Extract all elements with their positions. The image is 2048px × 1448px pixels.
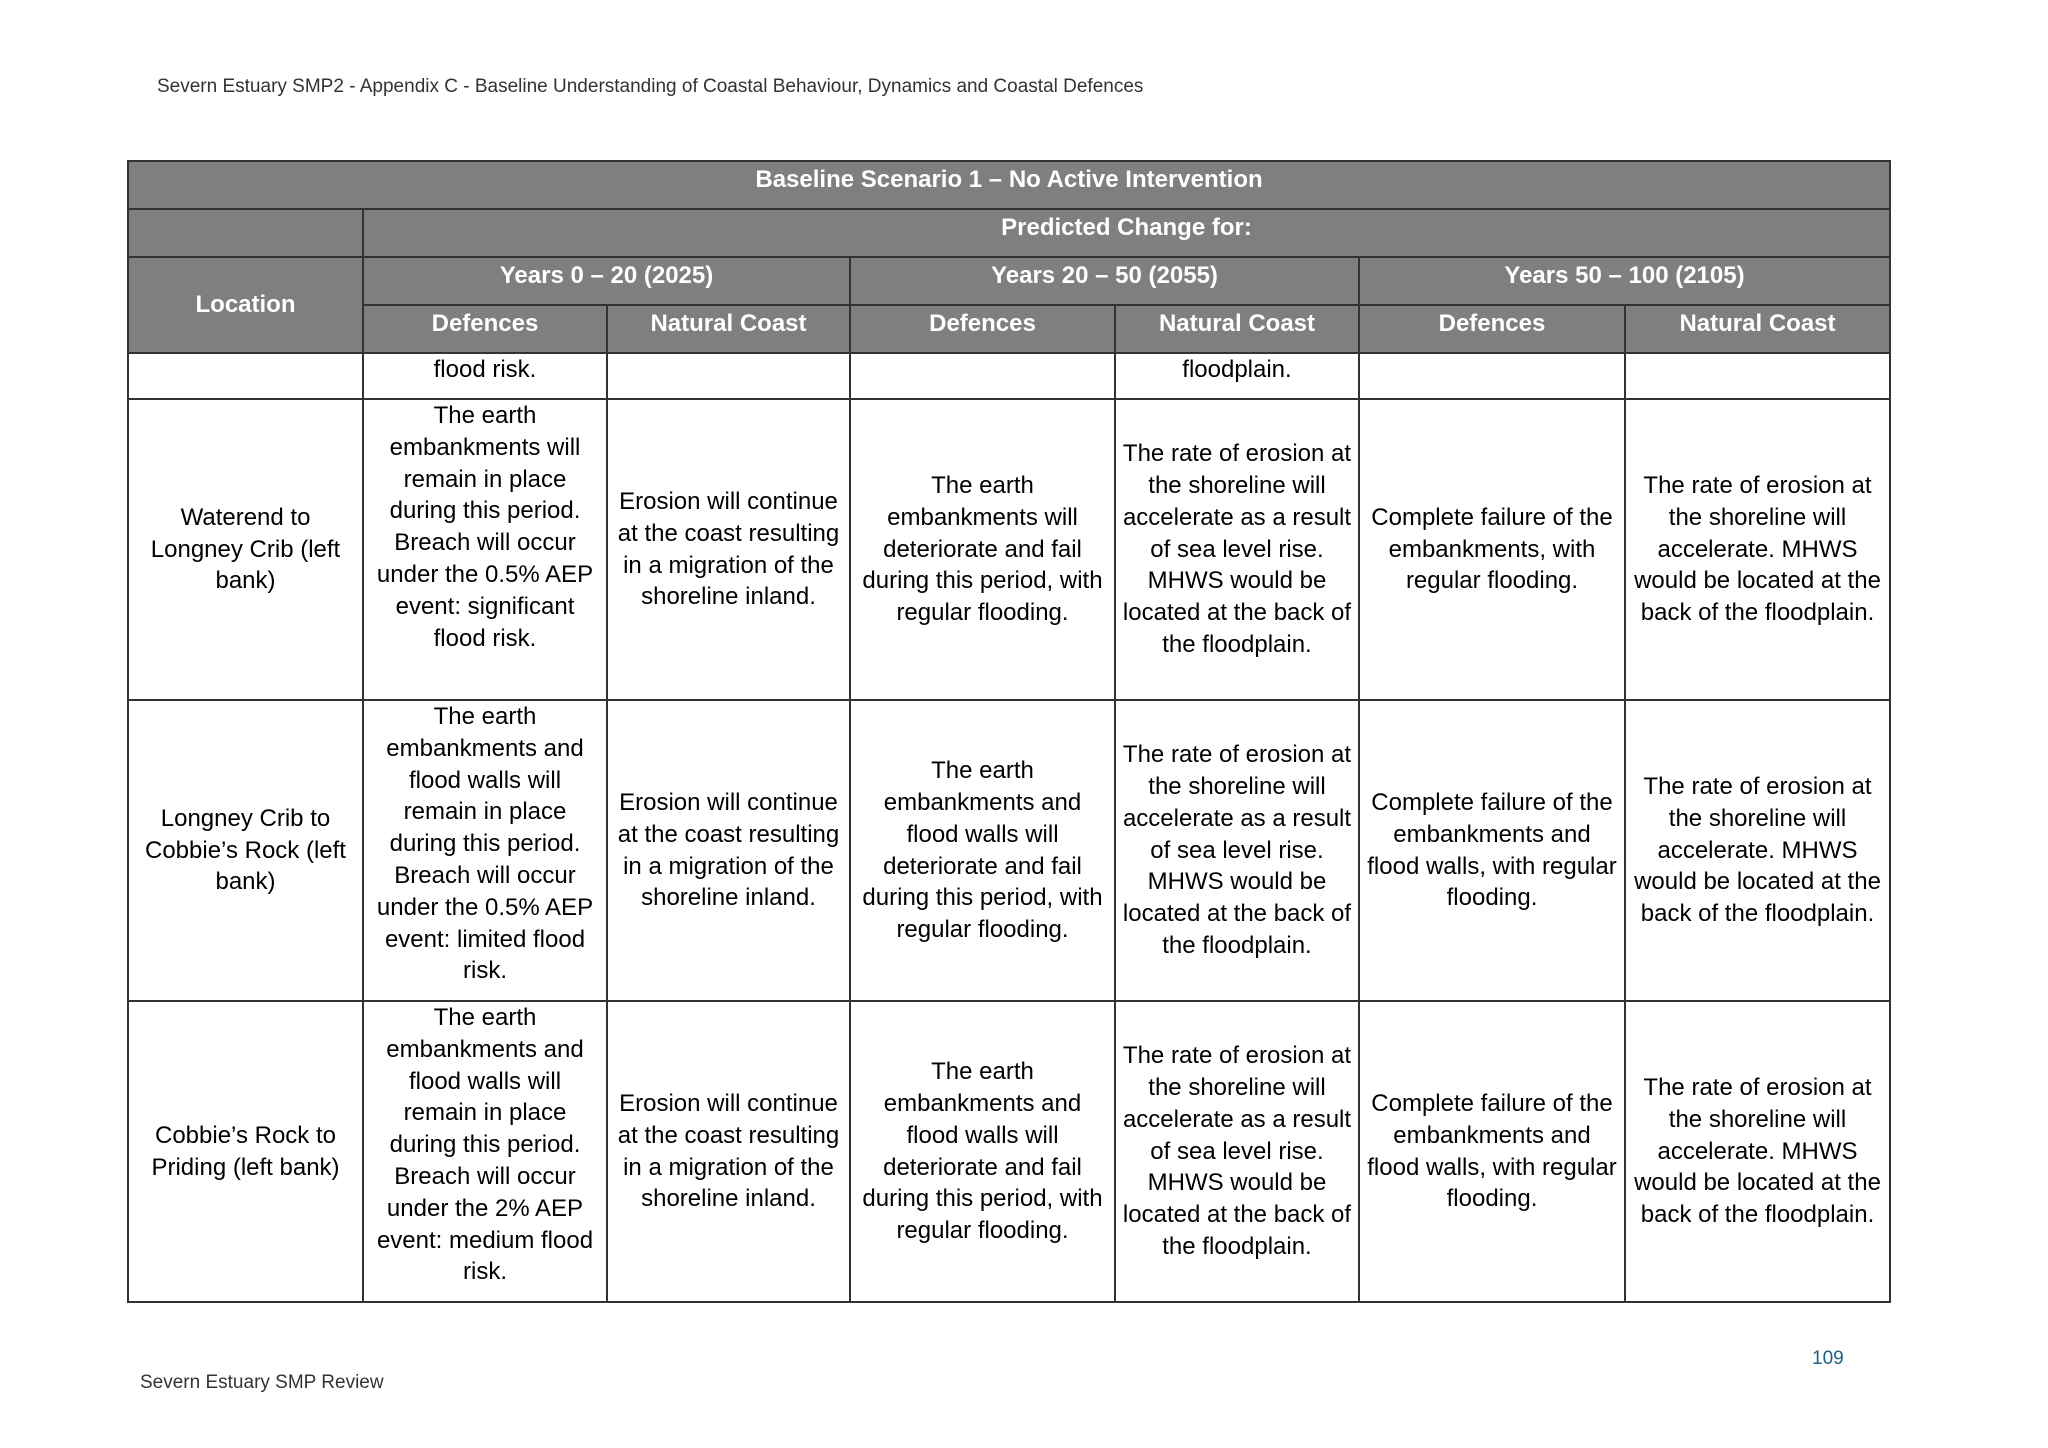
- table-cell: [1625, 353, 1890, 399]
- table-cell: The rate of erosion at the shoreline will accelerate as a result of sea level rise. MHWS would be located at the back of the floodplain.: [1115, 1001, 1359, 1302]
- continuation-row: [128, 353, 1890, 399]
- table-cell: [128, 353, 363, 399]
- defences-header: Defences: [1359, 305, 1625, 353]
- natural-coast-header: Natural Coast: [607, 305, 850, 353]
- defences-header: Defences: [363, 305, 607, 353]
- table-cell: The earth embankments and flood walls will remain in place during this period. Breach will occur under the 2% AEP event: medium flood risk.: [363, 1001, 607, 1302]
- table-cell: [607, 353, 850, 399]
- baseline-scenario-table: [127, 160, 1891, 1303]
- table-cell: The rate of erosion at the shoreline will accelerate. MHWS would be located at the back of the floodplain.: [1625, 399, 1890, 700]
- table-cell: The rate of erosion at the shoreline will accelerate. MHWS would be located at the back of the floodplain.: [1625, 700, 1890, 1001]
- defences-header: Defences: [850, 305, 1115, 353]
- table-cell: Complete failure of the embankments, with regular flooding.: [1359, 399, 1625, 700]
- table-row: [128, 1001, 1890, 1302]
- table-cell: The earth embankments and flood walls will deteriorate and fail during this period, with regular flooding.: [850, 700, 1115, 1001]
- natural-coast-header: Natural Coast: [1115, 305, 1359, 353]
- table-row: [128, 399, 1890, 700]
- location-cell: Waterend to Longney Crib (left bank): [128, 399, 363, 700]
- predicted-change-header: Predicted Change for:: [363, 209, 1890, 257]
- table-cell: Complete failure of the embankments and flood walls, with regular flooding.: [1359, 1001, 1625, 1302]
- table-cell: The rate of erosion at the shoreline will accelerate as a result of sea level rise. MHWS would be located at the back of the floodplain.: [1115, 399, 1359, 700]
- table-cell: Complete failure of the embankments and flood walls, with regular flooding.: [1359, 700, 1625, 1001]
- table-title: Baseline Scenario 1 – No Active Intervention: [128, 161, 1890, 209]
- page-number: 109: [1812, 1348, 1844, 1369]
- location-cell: Cobbie’s Rock to Priding (left bank): [128, 1001, 363, 1302]
- location-cell: Longney Crib to Cobbie’s Rock (left bank): [128, 700, 363, 1001]
- table-cell: floodplain.: [1115, 353, 1359, 399]
- table-cell: The earth embankments and flood walls will remain in place during this period. Breach will occur under the 0.5% AEP event: limited flood risk.: [363, 700, 607, 1001]
- table-cell: flood risk.: [363, 353, 607, 399]
- table-cell: Erosion will continue at the coast resulting in a migration of the shoreline inland.: [607, 700, 850, 1001]
- table-cell: The earth embankments will deteriorate and fail during this period, with regular flooding.: [850, 399, 1115, 700]
- epoch-header: Years 50 – 100 (2105): [1359, 257, 1890, 305]
- epoch-header: Years 20 – 50 (2055): [850, 257, 1359, 305]
- table-row: [128, 700, 1890, 1001]
- table-cell: The rate of erosion at the shoreline will accelerate as a result of sea level rise. MHWS would be located at the back of the floodplain.: [1115, 700, 1359, 1001]
- table-cell: The earth embankments and flood walls will deteriorate and fail during this period, with regular flooding.: [850, 1001, 1115, 1302]
- epoch-header: Years 0 – 20 (2025): [363, 257, 850, 305]
- table-cell: [1359, 353, 1625, 399]
- table-cell: The rate of erosion at the shoreline will accelerate. MHWS would be located at the back of the floodplain.: [1625, 1001, 1890, 1302]
- natural-coast-header: Natural Coast: [1625, 305, 1890, 353]
- table-cell: Erosion will continue at the coast resulting in a migration of the shoreline inland.: [607, 399, 850, 700]
- location-header: Location: [128, 257, 363, 353]
- blank-header-cell: [128, 209, 363, 257]
- running-footer: Severn Estuary SMP Review: [140, 1372, 384, 1393]
- table-cell: Erosion will continue at the coast resulting in a migration of the shoreline inland.: [607, 1001, 850, 1302]
- table-cell: [850, 353, 1115, 399]
- running-header: Severn Estuary SMP2 - Appendix C - Baseline Understanding of Coastal Behaviour, Dynamics and Coastal Defences: [157, 76, 1144, 97]
- table-cell: The earth embankments will remain in place during this period. Breach will occur under the 0.5% AEP event: significant flood risk.: [363, 399, 607, 700]
